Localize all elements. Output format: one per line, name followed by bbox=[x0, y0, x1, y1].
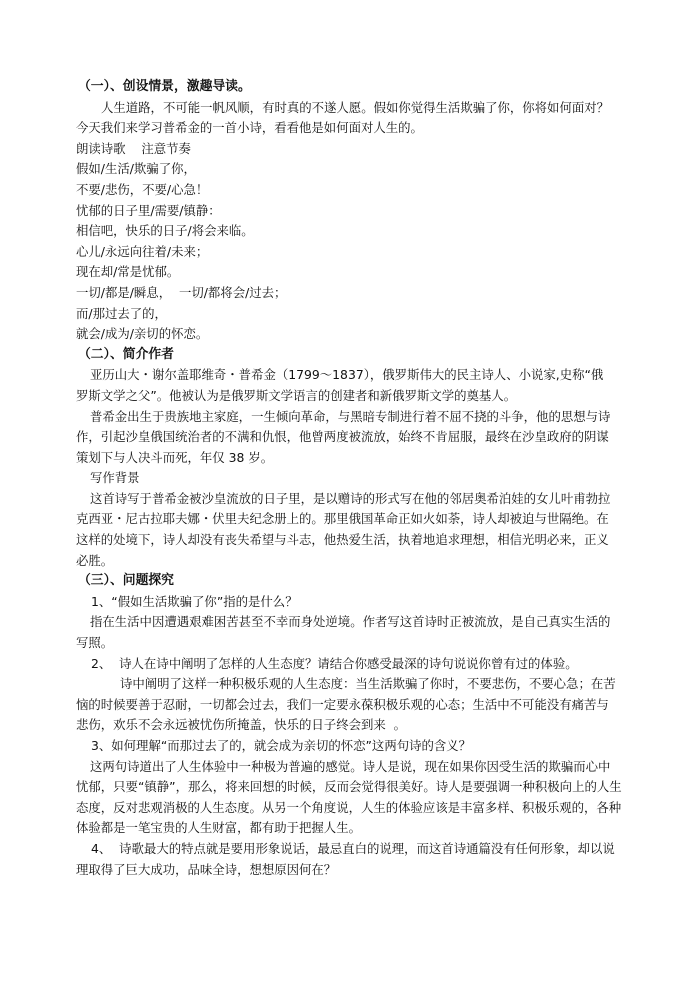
intro-line-2: 今天我们来学习普希金的一首小诗，看看他是如何面对人生的。 bbox=[76, 120, 423, 136]
question-4-line-1: 4、 诗歌最大的特点就是要用形象说话，最忌直白的说理，而这首诗通篇没有任何形象，却以说 bbox=[91, 840, 615, 856]
poem-line-9: 就会/成为/亲切的怀恋。 bbox=[76, 326, 209, 342]
background-line-3: 这样的处境下，诗人却没有丧失希望与斗志，他热爱生活，执着地追求理想，相信光明必来，正义 bbox=[76, 532, 609, 548]
section3-heading: （三）、问题探究 bbox=[78, 573, 174, 589]
answer-3-line-2: 忧郁，只要“镇静”，那么，将来回想的时候，反而会觉得很美好。诗人是要强调一种积极向上的人生 bbox=[76, 779, 622, 795]
poem-line-3: 忧郁的日子里/需要/镇静： bbox=[76, 202, 221, 218]
document-page bbox=[76, 77, 632, 880]
poem-line-7: 一切/都是/瞬息， 一切/都将会/过去； bbox=[76, 284, 287, 300]
background-line-1: 这首诗写于普希金被沙皇流放的日子里，是以赠诗的形式写在他的邻居奥希泊娃的女儿叶甫勃拉 bbox=[90, 490, 611, 506]
intro-line-1: 人生道路，不可能一帆风顺，有时真的不遂人愿。假如你觉得生活欺骗了你，你将如何面对？ bbox=[101, 99, 610, 115]
bio-line-5: 策划下与人决斗而死，年仅 38 岁。 bbox=[76, 449, 274, 465]
question-1: 1、“假如生活欺骗了你”指的是什么？ bbox=[91, 593, 298, 609]
answer-1-line-2: 写照。 bbox=[76, 635, 114, 651]
poem-line-4: 相信吧，快乐的日子/将会来临。 bbox=[76, 223, 254, 239]
poem-line-8: 而/那过去了的， bbox=[76, 305, 167, 321]
bio-line-4: 作，引起沙皇俄国统治者的不满和仇恨，他曾两度被流放，始终不肯屈服，最终在沙皇政府的阴谋 bbox=[76, 429, 609, 445]
question-4-line-2: 理取得了巨大成功，品味全诗，想想原因何在？ bbox=[76, 861, 337, 877]
answer-3-line-4: 体验都是一笔宝贵的人生财富，都有助于把握人生。 bbox=[76, 820, 361, 836]
section2-heading: （二）、简介作者 bbox=[78, 346, 174, 362]
answer-3-line-1: 这两句诗道出了人生体验中一种极为普遍的感觉。诗人是说，现在如果你因受生活的欺骗而心中 bbox=[90, 758, 611, 774]
bio-line-3: 普希金出生于贵族地主家庭，一生倾向革命，与黑暗专制进行着不屈不挠的斗争，他的思想与诗 bbox=[90, 408, 611, 424]
answer-2-line-2: 恼的时候要善于忍耐，一切都会过去，我们一定要永葆积极乐观的心态；生活中不可能没有痛苦与 bbox=[76, 696, 609, 712]
poem-line-5: 心儿/永远向往着/未来； bbox=[76, 243, 209, 259]
background-label: 写作背景 bbox=[90, 470, 140, 486]
answer-3-line-3: 态度，反对悲观消极的人生态度。从另一个角度说，人生的体验应该是丰富多样、积极乐观的，各种 bbox=[76, 799, 622, 815]
reading-label: 朗读诗歌 注意节奏 bbox=[76, 140, 191, 156]
question-2: 2、 诗人在诗中阐明了怎样的人生态度？请结合你感受最深的诗句说说你曾有过的体验。 bbox=[91, 655, 578, 671]
answer-2-line-3: 悲伤，欢乐不会永远被忧伤所掩盖，快乐的日子终会到来 。 bbox=[76, 717, 407, 733]
question-3: 3、如何理解“而那过去了的，就会成为亲切的怀恋”这两句诗的含义？ bbox=[91, 738, 472, 753]
section1-heading: （一）、创设情景，激趣导读。 bbox=[78, 79, 251, 94]
poem-line-2: 不要/悲伤，不要/心急！ bbox=[76, 181, 209, 197]
poem-line-6: 现在却/常是忧郁。 bbox=[76, 264, 180, 280]
answer-1-line-1: 指在生活中因遭遇艰难困苦甚至不幸而身处逆境。作者写这首诗时正被流放，是自己真实生活的 bbox=[90, 614, 611, 630]
background-line-2: 克西亚・尼古拉耶夫娜・伏里夫纪念册上的。那里俄国革命正如火如荼，诗人却被迫与世隔绝。在 bbox=[76, 511, 609, 527]
bio-line-2: 罗斯文学之父”。他被认为是俄罗斯文学语言的创建者和新俄罗斯文学的奠基人。 bbox=[76, 387, 517, 403]
bio-line-1: 亚历山大・谢尔盖耶维奇・普希金（1799～1837），俄罗斯伟大的民主诗人、小说家,史称“俄 bbox=[90, 367, 604, 383]
poem-line-1: 假如/生活/欺骗了你， bbox=[76, 161, 196, 177]
answer-2-line-1: 诗中阐明了这样一种积极乐观的人生态度：当生活欺骗了你时，不要悲伤，不要心急；在苦 bbox=[120, 676, 616, 692]
background-line-4: 必胜。 bbox=[76, 552, 114, 568]
